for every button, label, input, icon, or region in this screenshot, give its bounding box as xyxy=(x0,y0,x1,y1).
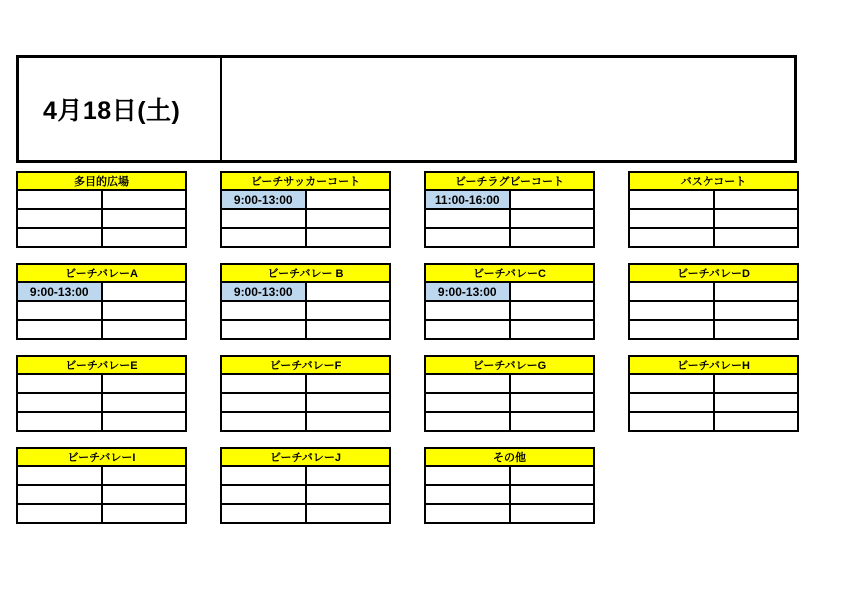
empty-slot-cell xyxy=(18,229,103,246)
empty-slot-cell xyxy=(715,210,798,227)
empty-slot-cell xyxy=(103,302,186,319)
table-body xyxy=(222,191,389,246)
empty-slot-cell xyxy=(630,210,715,227)
table-row xyxy=(630,321,797,338)
empty-slot-cell xyxy=(307,229,390,246)
empty-slot-cell xyxy=(307,394,390,411)
empty-slot-cell xyxy=(18,413,103,430)
table-title: ビーチバレー B xyxy=(222,265,389,283)
table-row xyxy=(18,486,185,505)
empty-slot-cell xyxy=(511,467,594,484)
table-row xyxy=(630,210,797,229)
table-body xyxy=(222,375,389,430)
table-row xyxy=(426,321,593,338)
empty-slot-cell xyxy=(511,505,594,522)
empty-slot-cell xyxy=(630,375,715,392)
empty-slot-cell xyxy=(103,283,186,300)
table-row xyxy=(18,375,185,394)
empty-slot-cell xyxy=(630,302,715,319)
empty-slot-cell xyxy=(715,413,798,430)
empty-slot-cell xyxy=(18,210,103,227)
table-row xyxy=(426,191,593,210)
schedule-slot-cell: 9:00-13:00 xyxy=(222,283,307,300)
table-title: ビーチラグビーコート xyxy=(426,173,593,191)
table-title: その他 xyxy=(426,449,593,467)
empty-slot-cell xyxy=(307,210,390,227)
empty-slot-cell xyxy=(18,191,103,208)
table-row xyxy=(426,375,593,394)
table-row xyxy=(630,413,797,430)
table-title: ビーチバレーF xyxy=(222,357,389,375)
empty-slot-cell xyxy=(715,321,798,338)
schedule-slot-cell: 9:00-13:00 xyxy=(18,283,103,300)
table-title: ビーチバレーC xyxy=(426,265,593,283)
empty-slot-cell xyxy=(18,321,103,338)
empty-slot-cell xyxy=(511,302,594,319)
empty-slot-cell xyxy=(222,302,307,319)
table-row xyxy=(630,302,797,321)
empty-slot-cell xyxy=(630,394,715,411)
table-row xyxy=(630,375,797,394)
empty-slot-cell xyxy=(715,229,798,246)
empty-slot-cell xyxy=(630,283,715,300)
empty-slot-cell xyxy=(715,394,798,411)
empty-slot-cell xyxy=(222,229,307,246)
empty-slot-cell xyxy=(426,210,511,227)
table-title: ビーチバレーA xyxy=(18,265,185,283)
empty-slot-cell xyxy=(511,210,594,227)
empty-slot-cell xyxy=(426,413,511,430)
schedule-table xyxy=(424,447,595,524)
empty-slot-cell xyxy=(307,283,390,300)
table-row xyxy=(222,375,389,394)
schedule-table xyxy=(424,355,595,432)
empty-slot-cell xyxy=(18,375,103,392)
empty-slot-cell xyxy=(307,505,390,522)
table-body xyxy=(18,283,185,338)
empty-slot-cell xyxy=(222,505,307,522)
table-body xyxy=(426,375,593,430)
table-body xyxy=(18,375,185,430)
empty-slot-cell xyxy=(103,413,186,430)
table-row xyxy=(18,467,185,486)
table-title: バスケコート xyxy=(630,173,797,191)
date-label: 4月18日(土) xyxy=(43,97,181,125)
table-row xyxy=(18,505,185,522)
empty-slot-cell xyxy=(18,486,103,503)
empty-slot-cell xyxy=(103,467,186,484)
table-row xyxy=(426,486,593,505)
empty-slot-cell xyxy=(222,394,307,411)
table-row xyxy=(222,321,389,338)
empty-slot-cell xyxy=(426,394,511,411)
empty-slot-cell xyxy=(630,229,715,246)
empty-slot-cell xyxy=(511,394,594,411)
empty-slot-cell xyxy=(511,321,594,338)
empty-slot-cell xyxy=(715,283,798,300)
empty-slot-cell xyxy=(103,191,186,208)
table-row xyxy=(426,413,593,430)
table-row xyxy=(222,210,389,229)
table-row xyxy=(426,229,593,246)
schedule-table xyxy=(16,355,187,432)
empty-slot-cell xyxy=(222,467,307,484)
table-title: ビーチバレーD xyxy=(630,265,797,283)
empty-slot-cell xyxy=(511,283,594,300)
table-title: ビーチバレーH xyxy=(630,357,797,375)
schedule-table xyxy=(16,171,187,248)
table-row xyxy=(18,302,185,321)
empty-slot-cell xyxy=(103,486,186,503)
schedule-slot-cell: 9:00-13:00 xyxy=(222,191,307,208)
table-row xyxy=(18,229,185,246)
empty-slot-cell xyxy=(426,467,511,484)
empty-slot-cell xyxy=(307,467,390,484)
schedule-table xyxy=(220,263,391,340)
empty-slot-cell xyxy=(511,229,594,246)
empty-slot-cell xyxy=(426,229,511,246)
empty-slot-cell xyxy=(307,191,390,208)
empty-slot-cell xyxy=(222,321,307,338)
schedule-tables-grid xyxy=(16,171,799,524)
empty-slot-cell xyxy=(715,375,798,392)
empty-slot-cell xyxy=(307,413,390,430)
table-row xyxy=(222,394,389,413)
table-row xyxy=(18,283,185,302)
table-row xyxy=(222,302,389,321)
table-row xyxy=(222,283,389,302)
table-body xyxy=(18,191,185,246)
schedule-table xyxy=(628,263,799,340)
table-row xyxy=(426,394,593,413)
schedule-table xyxy=(628,171,799,248)
table-row xyxy=(426,467,593,486)
empty-slot-cell xyxy=(426,505,511,522)
empty-slot-cell xyxy=(222,210,307,227)
date-cell xyxy=(19,58,222,160)
empty-slot-cell xyxy=(307,302,390,319)
table-row xyxy=(630,229,797,246)
schedule-table xyxy=(16,263,187,340)
table-row xyxy=(630,283,797,302)
table-body xyxy=(426,467,593,522)
table-row xyxy=(426,505,593,522)
header-note-area xyxy=(222,58,794,160)
table-row xyxy=(630,191,797,210)
empty-slot-cell xyxy=(426,321,511,338)
table-row xyxy=(222,486,389,505)
table-row xyxy=(222,413,389,430)
empty-slot-cell xyxy=(511,191,594,208)
empty-slot-cell xyxy=(18,302,103,319)
table-row xyxy=(426,283,593,302)
empty-slot-cell xyxy=(630,191,715,208)
empty-slot-cell xyxy=(18,467,103,484)
table-body xyxy=(630,191,797,246)
date-header-box xyxy=(16,55,797,163)
schedule-table xyxy=(220,447,391,524)
table-row xyxy=(18,210,185,229)
empty-slot-cell xyxy=(511,375,594,392)
table-title: 多目的広場 xyxy=(18,173,185,191)
table-body xyxy=(18,467,185,522)
schedule-table xyxy=(424,171,595,248)
table-row xyxy=(222,467,389,486)
table-row xyxy=(630,394,797,413)
table-row xyxy=(222,191,389,210)
table-row xyxy=(18,413,185,430)
table-body xyxy=(222,283,389,338)
empty-slot-cell xyxy=(511,486,594,503)
empty-slot-cell xyxy=(222,413,307,430)
table-title: ビーチサッカーコート xyxy=(222,173,389,191)
schedule-slot-cell: 9:00-13:00 xyxy=(426,283,511,300)
empty-slot-cell xyxy=(222,486,307,503)
table-title: ビーチバレーE xyxy=(18,357,185,375)
empty-slot-cell xyxy=(103,321,186,338)
table-row xyxy=(18,394,185,413)
table-body xyxy=(426,283,593,338)
schedule-table xyxy=(220,171,391,248)
table-title: ビーチバレーJ xyxy=(222,449,389,467)
table-body xyxy=(630,375,797,430)
table-body xyxy=(222,467,389,522)
empty-slot-cell xyxy=(222,375,307,392)
schedule-slot-cell: 11:00-16:00 xyxy=(426,191,511,208)
table-title: ビーチバレーG xyxy=(426,357,593,375)
table-row xyxy=(222,505,389,522)
table-row xyxy=(426,302,593,321)
empty-slot-cell xyxy=(511,413,594,430)
empty-slot-cell xyxy=(103,394,186,411)
schedule-table xyxy=(16,447,187,524)
empty-slot-cell xyxy=(715,191,798,208)
empty-slot-cell xyxy=(103,375,186,392)
empty-slot-cell xyxy=(103,229,186,246)
table-row xyxy=(426,210,593,229)
table-row xyxy=(18,191,185,210)
empty-slot-cell xyxy=(715,302,798,319)
schedule-table xyxy=(220,355,391,432)
empty-slot-cell xyxy=(426,375,511,392)
empty-slot-cell xyxy=(307,375,390,392)
empty-slot-cell xyxy=(307,321,390,338)
empty-slot-cell xyxy=(103,505,186,522)
table-body xyxy=(426,191,593,246)
table-body xyxy=(630,283,797,338)
empty-slot-cell xyxy=(103,210,186,227)
schedule-table xyxy=(424,263,595,340)
empty-slot-cell xyxy=(630,321,715,338)
schedule-table xyxy=(628,355,799,432)
empty-slot-cell xyxy=(426,486,511,503)
table-title: ビーチバレーI xyxy=(18,449,185,467)
empty-slot-cell xyxy=(18,505,103,522)
table-row xyxy=(18,321,185,338)
empty-slot-cell xyxy=(18,394,103,411)
empty-slot-cell xyxy=(630,413,715,430)
empty-slot-cell xyxy=(426,302,511,319)
table-row xyxy=(222,229,389,246)
empty-slot-cell xyxy=(307,486,390,503)
